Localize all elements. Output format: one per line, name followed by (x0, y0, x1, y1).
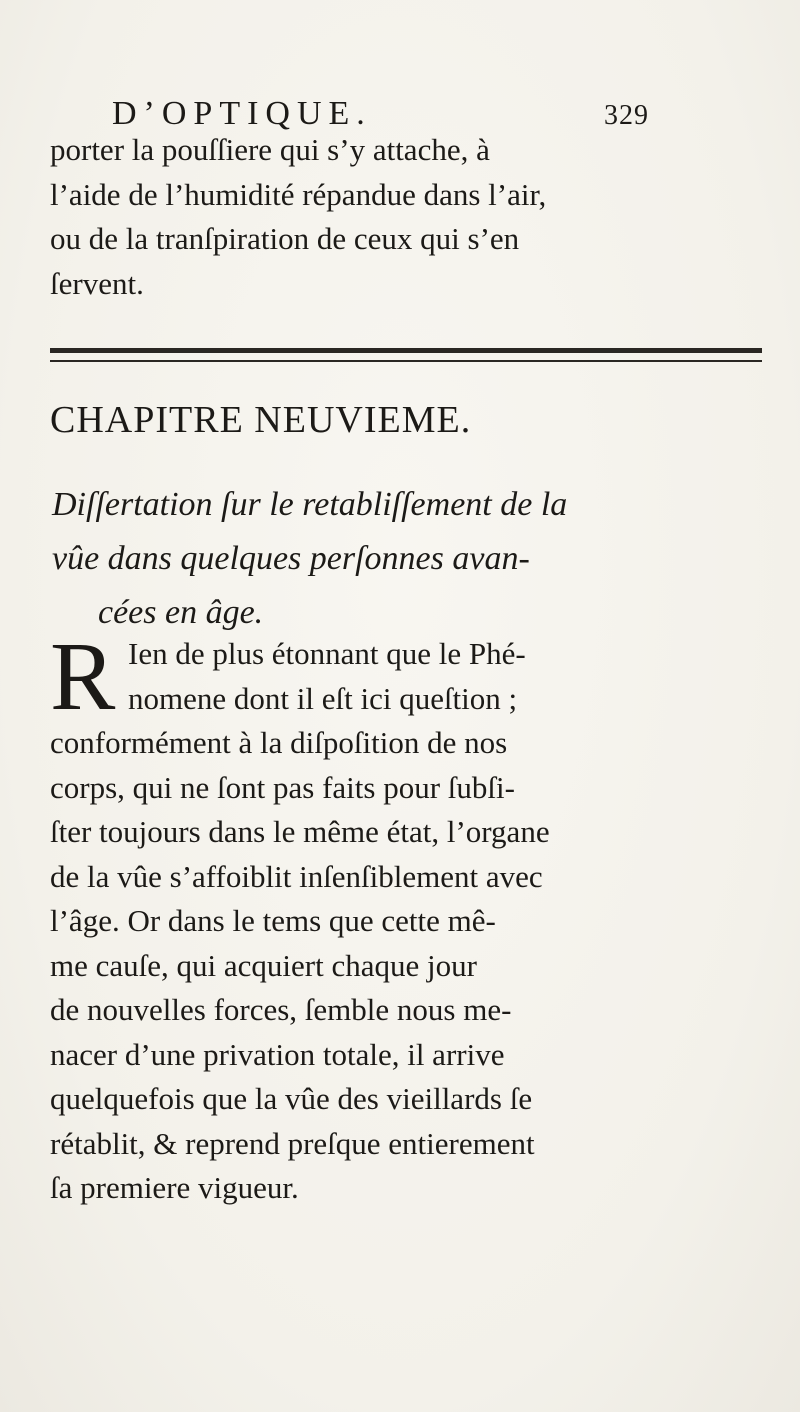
text-line: me cauſe, qui acquiert chaque jour (50, 947, 477, 983)
text-line: de nouvelles forces, ſemble nous me- (50, 992, 512, 1027)
text-line: porter la pouſſiere qui s’y attache, à (50, 132, 490, 167)
text-line: nacer d’une privation totale, il arrive (50, 1036, 505, 1072)
subtitle-line: Diſſertation ſur le retabliſſement de la (52, 486, 568, 523)
text-line: ſa premiere vigueur. (50, 1170, 299, 1205)
body-paragraph (50, 623, 770, 1211)
text-line: rétablit, & reprend preſque entierement (50, 1125, 535, 1161)
text-line: quelquefois que la vûe des vieillards ſe (50, 1081, 533, 1116)
subtitle-line: vûe dans quelques perſonnes avan- (52, 540, 530, 577)
running-title: D’OPTIQUE. (112, 95, 372, 132)
text-line: Ien de plus étonnant que le Phé- (128, 636, 526, 671)
text-line: de la vûe s’affoiblit inſenſiblement avec (50, 858, 543, 894)
drop-cap: R (50, 623, 116, 731)
text-line: ou de la tranſpiration de ceux qui s’en (50, 221, 520, 256)
section-rule-thick (50, 348, 762, 353)
text-line: corps, qui ne ſont pas faits pour ſubſi- (50, 769, 515, 805)
chapter-heading: CHAPITRE NEUVIEME. (50, 399, 472, 441)
lead-paragraph (50, 128, 770, 306)
text-line: ſter toujours dans le même état, l’organe (50, 814, 550, 849)
page-number: 329 (604, 100, 649, 131)
text-line: nomene dont il eſt ici queſtion ; (128, 680, 518, 716)
text-line: l’âge. Or dans le tems que cette mê- (50, 903, 496, 938)
text-line: conformément à la diſpoſition de nos (50, 725, 508, 760)
subtitle-line: cées en âge. (98, 594, 264, 631)
text-line: l’aide de l’humidité répandue dans l’air, (50, 176, 547, 212)
text-line: ſervent. (50, 265, 144, 301)
section-rule-thin (50, 360, 762, 362)
chapter-subtitle (52, 478, 772, 640)
